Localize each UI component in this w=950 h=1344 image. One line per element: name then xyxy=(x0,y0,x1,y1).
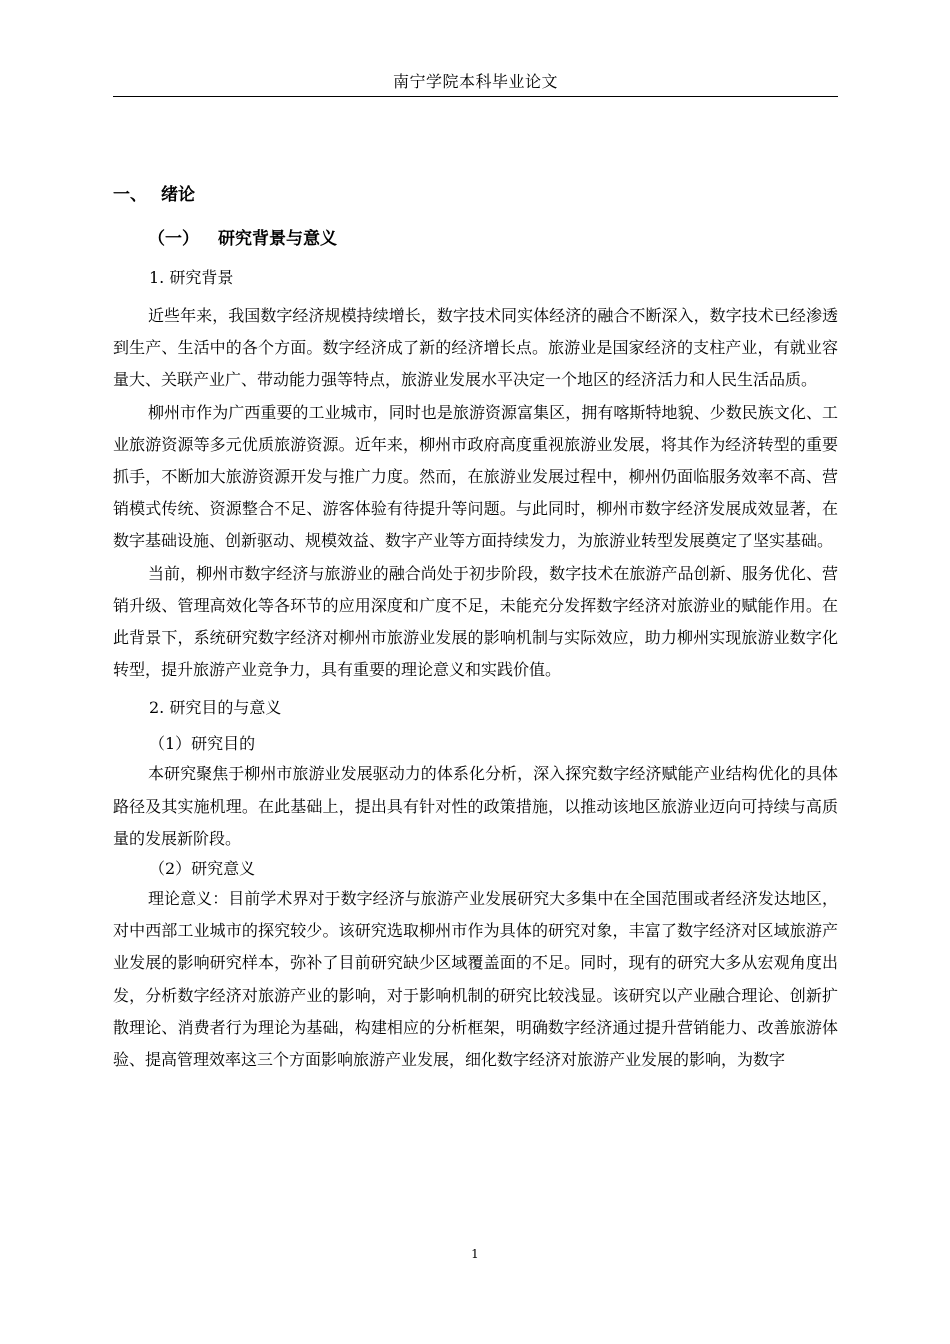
heading-purpose-and-significance: 2. 研究目的与意义 xyxy=(149,698,282,718)
subsection-number: （一） xyxy=(148,229,199,249)
paragraph: 近些年来，我国数字经济规模持续增长，数字技术同实体经济的融合不断深入，数字技术已经渗透到生产、生活中的各个方面。数字经济成了新的经济增长点。旅游业是国家经济的支柱产业，有就业容量大、关联产业广、带动能力强等特点，旅游业发展水平决定一个地区的经济活力和人民生活品质。 xyxy=(113,306,838,390)
heading-research-purpose: （1）研究目的 xyxy=(149,734,256,754)
paragraph: 当前，柳州市数字经济与旅游业的融合尚处于初步阶段，数字技术在旅游产品创新、服务优化、营销升级、管理高效化等各环节的应用深度和广度不足，未能充分发挥数字经济对旅游业的赋能作用。在此背景下，系统研究数字经济对柳州市旅游业发展的影响机制与实际效应，助力柳州实现旅游业数字化转型，提升旅游产业竞争力，具有重要的理论意义和实践价值。 xyxy=(113,563,838,680)
subsection-title: 研究背景与意义 xyxy=(218,229,337,249)
subsection-heading xyxy=(148,222,838,256)
paragraph: 柳州市作为广西重要的工业城市，同时也是旅游资源富集区，拥有喀斯特地貌、少数民族文化、工业旅游资源等多元优质旅游资源。近年来，柳州市政府高度重视旅游业发展，将其作为经济转型的重要抓手，不断加大旅游资源开发与推广力度。然而，在旅游业发展过程中，柳州仍面临服务效率不高、营销模式传统、资源整合不足、游客体验有待提升等问题。与此同时，柳州市数字经济发展成效显著，在数字基础设施、创新驱动、规模效益、数字产业等方面持续发力，为旅游业转型发展奠定了坚实基础。 xyxy=(113,402,838,551)
paragraph: 本研究聚焦于柳州市旅游业发展驱动力的体系化分析，深入探究数字经济赋能产业结构优化的具体路径及其实施机理。在此基础上，提出具有针对性的政策措施，以推动该地区旅游业迈向可持续与高质量的发展新阶段。 xyxy=(113,764,838,848)
section-title: 绪论 xyxy=(161,185,195,205)
paragraph: 理论意义：目前学术界对于数字经济与旅游产业发展研究大多集中在全国范围或者经济发达地区，对中西部工业城市的探究较少。该研究选取柳州市作为具体的研究对象，丰富了数字经济对区域旅游产业发展的影响研究样本，弥补了目前研究缺少区域覆盖面的不足。同时，现有的研究大多从宏观角度出发，分析数字经济对旅游产业的影响，对于影响机制的研究比较浅显。该研究以产业融合理论、创新扩散理论、消费者行为理论为基础，构建相应的分析框架，明确数字经济通过提升营销能力、改善旅游体验、提高管理效率这三个方面影响旅游产业发展，细化数字经济对旅游产业发展的影响，为数字 xyxy=(113,889,838,1070)
heading-research-background: 1. 研究背景 xyxy=(149,268,234,287)
main-content xyxy=(113,178,838,1076)
header-rule xyxy=(113,96,838,97)
running-header: 南宁学院本科毕业论文 xyxy=(392,72,558,91)
section-number: 一、 xyxy=(113,185,147,205)
page-number: 1 xyxy=(471,1247,479,1261)
section-heading xyxy=(113,178,838,212)
heading-research-significance: （2）研究意义 xyxy=(149,859,256,879)
